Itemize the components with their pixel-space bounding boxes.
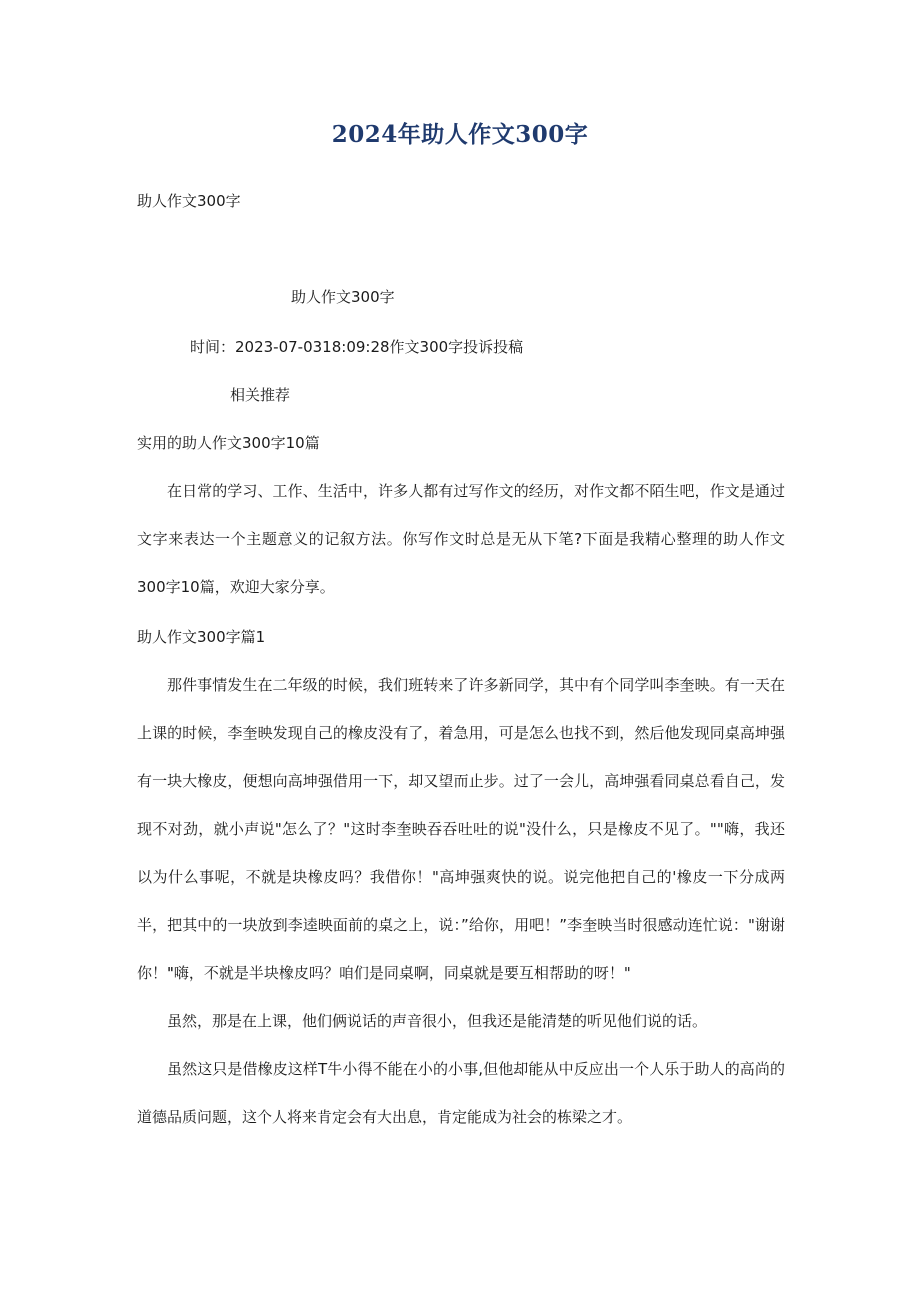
- article-heading: 助人作文300字: [291, 288, 395, 306]
- related-label: 相关推荐: [230, 386, 291, 404]
- article-meta: 时间：2023-07-0318:09:28作文300字投诉投稿: [190, 338, 524, 356]
- intro-paragraph: 在日常的学习、工作、生活中，许多人都有过写作文的经历，对作文都不陌生吧，作文是通过文字来表达一个主题意义的记叙方法。你写作文时总是无从下笔?下面是我精心整理的助人作文300字10篇，欢迎大家分享。: [137, 482, 785, 596]
- essay-paragraph-1: 那件事情发生在二年级的时候，我们班转来了许多新同学，其中有个同学叫李奎映。有一天在上课的时候，李奎映发现自己的橡皮没有了，着急用，可是怎么也找不到，然后他发现同桌高坤强有一块大橡皮，便想向高坤强借用一下，却又望而止步。过了一会儿，高坤强看同桌总看自己，发现不对劲，就小声说"怎么了？"这时李奎映吞吞吐吐的说"没什么，只是橡皮不见了。""嗨，我还以为什么事呢，不就是块橡皮吗？我借你！"高坤强爽快的说。说完他把自己的'橡皮一下分成两半，把其中的一块放到李逵映面前的桌之上，说：”给你，用吧！”李奎映当时很感动连忙说："谢谢你！": [137, 676, 785, 982]
- essay-paragraph-3: 虽然，那是在上课，他们俩说话的声音很小，但我还是能清楚的听见他们说的话。: [167, 1012, 708, 1030]
- document-subtitle: 助人作文300字: [137, 192, 241, 210]
- essay-paragraph-4: 虽然这只是借橡皮这样T牛小得不能在小的小事,但他却能从中反应出一个人乐于助人的高尚的道德品质问题，这个人将来肯定会有大出息，肯定能成为社会的栋梁之才。: [137, 1060, 785, 1126]
- document-title: 2024年助人作文300字: [331, 121, 589, 148]
- essay-paragraph-2: "嗨，不就是半块橡皮吗？咱们是同桌啊，同桌就是要互相帮助的呀！": [167, 964, 631, 982]
- essay-title: 助人作文300字篇1: [137, 628, 266, 646]
- section-title: 实用的助人作文300字10篇: [137, 434, 320, 452]
